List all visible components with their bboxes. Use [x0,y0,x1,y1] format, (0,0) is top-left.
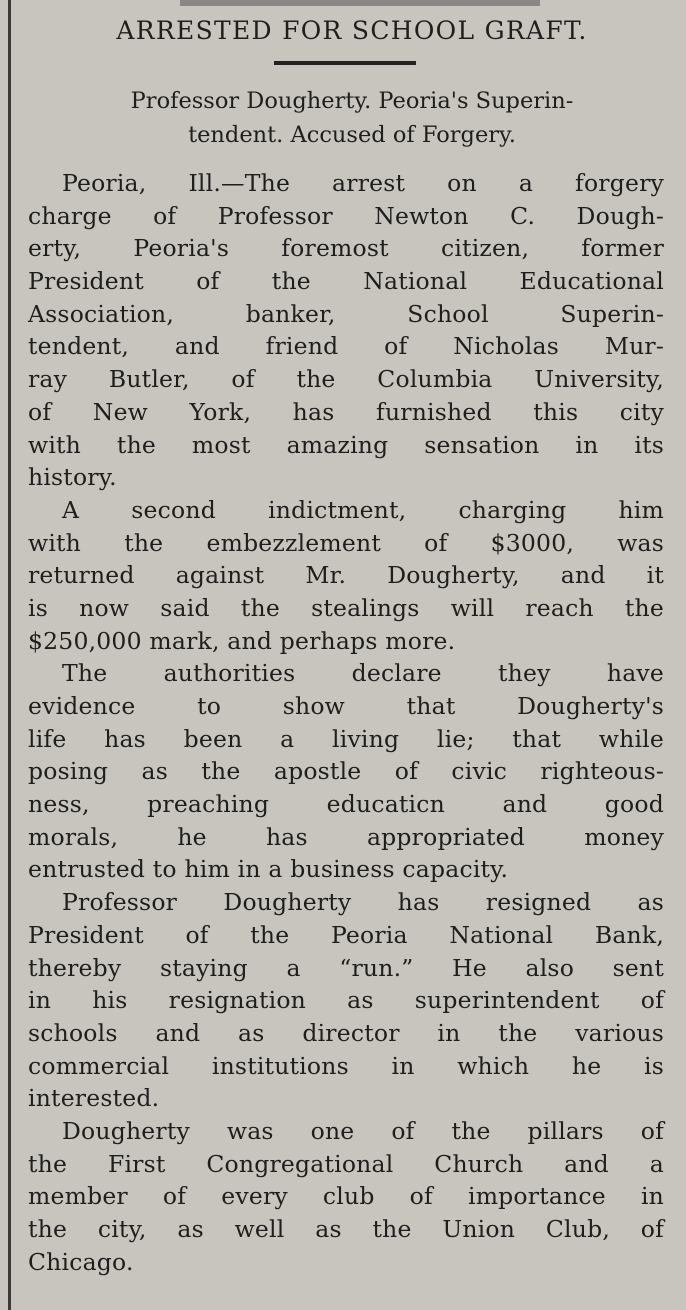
article-line: Peoria, Ill.—The arrest on a forgery [62,169,664,197]
article-line: morals, he has appropriated money [28,822,664,851]
subhead-line: tendent. Accused of Forgery. [188,122,516,148]
subheadline [28,84,676,152]
article-line: of New York, has furnished this city [28,397,664,426]
article-line: commercial institutions in which he is [28,1051,664,1080]
article-line: tendent, and friend of Nicholas Mur- [28,332,664,361]
column-rule [8,0,11,1310]
article-line: The authorities declare they have [62,659,664,688]
article-line: entrusted to him in a business capacity. [28,855,509,884]
article-line: President of the Peoria National Bank, [28,920,664,949]
article-line: erty, Peoria's foremost citizen, former [28,234,664,263]
article-line: interested. [28,1084,160,1113]
article-line: posing as the apostle of civic righteous- [28,757,664,786]
article-body [28,167,664,1278]
article-line: in his resignation as superintendent of [28,986,664,1015]
article-line: returned against Mr. Dougherty, and it [28,561,664,590]
article-line: with the most amazing sensation in its [28,430,664,459]
article-line: with the embezzlement of $3000, was [28,528,664,557]
article-line: ness, preaching educaticn and good [28,790,664,819]
article-line: charge of Professor Newton C. Dough- [28,201,664,230]
headline-divider [274,61,416,65]
headline: ARRESTED FOR SCHOOL GRAFT. [116,16,588,45]
article-line: President of the National Educational [28,267,664,296]
article-line: Dougherty was one of the pillars of [62,1116,664,1145]
article-line: the First Congregational Church and a [28,1149,664,1178]
article-line: is now said the stealings will reach the [28,593,664,622]
article-line: schools and as director in the various [28,1018,664,1047]
article-line: Association, banker, School Superin- [28,299,664,328]
article-line: the city, as well as the Union Club, of [28,1215,664,1243]
article-line: life has been a living lie; that while [28,724,664,753]
article-line: history. [28,463,117,492]
article-line: Professor Dougherty has resigned as [62,888,664,917]
article-line: member of every club of importance in [28,1182,664,1211]
article-line: evidence to show that Dougherty's [28,692,664,720]
subhead-line: Professor Dougherty. Peoria's Superin- [130,88,574,114]
article-line: thereby staying a “run.” He also sent [28,953,664,982]
article-line: A second indictment, charging him [62,495,664,524]
article-line: ray Butler, of the Columbia University, [28,365,664,394]
article-line: Chicago. [28,1247,134,1276]
cut-off-previous-article [180,0,540,6]
article-line: $250,000 mark, and perhaps more. [28,626,456,655]
